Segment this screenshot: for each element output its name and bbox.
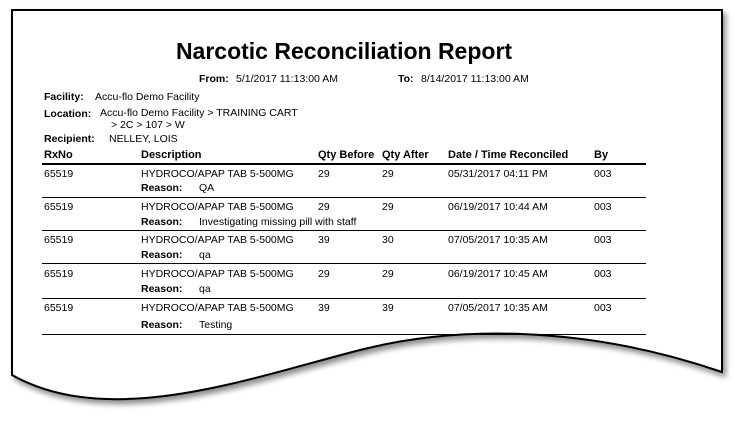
recipient-label: Recipient: xyxy=(44,133,95,145)
location-line1: Accu-flo Demo Facility > TRAINING CART xyxy=(100,107,298,119)
row-divider xyxy=(42,197,646,198)
qty-before-cell: 39 xyxy=(318,234,330,246)
qty-after-cell: 39 xyxy=(382,302,394,314)
qty-before-cell: 29 xyxy=(318,168,330,180)
by-cell: 003 xyxy=(594,268,612,280)
to-label: To: xyxy=(398,73,414,85)
reason-label: Reason: xyxy=(141,182,183,194)
reason-value: Investigating missing pill with staff xyxy=(199,216,357,228)
description-cell: HYDROCO/APAP TAB 5-500MG xyxy=(141,234,294,246)
reason-value: QA xyxy=(199,182,215,194)
qty-after-cell: 29 xyxy=(382,168,394,180)
location-label: Location: xyxy=(44,108,92,120)
col-header-qty-before: Qty Before xyxy=(318,149,375,161)
description-cell: HYDROCO/APAP TAB 5-500MG xyxy=(141,302,294,314)
col-header-description: Description xyxy=(141,149,202,161)
recipient-value: NELLEY, LOIS xyxy=(109,133,178,145)
rxno-cell: 65519 xyxy=(44,201,74,213)
reason-label: Reason: xyxy=(141,319,183,331)
description-cell: HYDROCO/APAP TAB 5-500MG xyxy=(141,268,294,280)
header-rule xyxy=(42,163,646,165)
date-reconciled-cell: 07/05/2017 10:35 AM xyxy=(448,234,548,246)
rxno-cell: 65519 xyxy=(44,234,74,246)
col-header-rxno: RxNo xyxy=(44,149,73,161)
by-cell: 003 xyxy=(594,201,612,213)
row-divider xyxy=(42,230,646,231)
rxno-cell: 65519 xyxy=(44,168,74,180)
qty-after-cell: 29 xyxy=(382,201,394,213)
reason-value: qa xyxy=(199,249,211,261)
reason-label: Reason: xyxy=(141,283,183,295)
date-reconciled-cell: 05/31/2017 04:11 PM xyxy=(448,168,548,180)
col-header-by: By xyxy=(594,149,609,161)
reason-value: Testing xyxy=(199,319,233,331)
reason-label: Reason: xyxy=(141,216,183,228)
qty-before-cell: 29 xyxy=(318,201,330,213)
reason-label: Reason: xyxy=(141,249,183,261)
description-cell: HYDROCO/APAP TAB 5-500MG xyxy=(141,168,294,180)
from-value: 5/1/2017 11:13:00 AM xyxy=(236,73,338,85)
qty-before-cell: 29 xyxy=(318,268,330,280)
date-reconciled-cell: 07/05/2017 10:35 AM xyxy=(448,302,548,314)
qty-after-cell: 30 xyxy=(382,234,394,246)
location-line2: > 2C > 107 > W xyxy=(111,119,185,131)
description-cell: HYDROCO/APAP TAB 5-500MG xyxy=(141,201,294,213)
facility-label: Facility: xyxy=(44,91,84,103)
row-divider xyxy=(42,334,646,335)
by-cell: 003 xyxy=(594,302,612,314)
date-reconciled-cell: 06/19/2017 10:45 AM xyxy=(448,268,548,280)
reason-value: qa xyxy=(199,283,211,295)
col-header-qty-after: Qty After xyxy=(382,149,429,161)
col-header-date-reconciled: Date / Time Reconciled xyxy=(448,149,569,161)
rxno-cell: 65519 xyxy=(44,268,74,280)
report-title: Narcotic Reconciliation Report xyxy=(175,38,513,64)
qty-before-cell: 39 xyxy=(318,302,330,314)
by-cell: 003 xyxy=(594,234,612,246)
to-value: 8/14/2017 11:13:00 AM xyxy=(421,73,529,85)
from-label: From: xyxy=(199,73,229,85)
facility-value: Accu-flo Demo Facility xyxy=(95,91,200,103)
rxno-cell: 65519 xyxy=(44,302,74,314)
qty-after-cell: 29 xyxy=(382,268,394,280)
row-divider xyxy=(42,298,646,299)
by-cell: 003 xyxy=(594,168,612,180)
date-reconciled-cell: 06/19/2017 10:44 AM xyxy=(448,201,548,213)
row-divider xyxy=(42,263,646,264)
